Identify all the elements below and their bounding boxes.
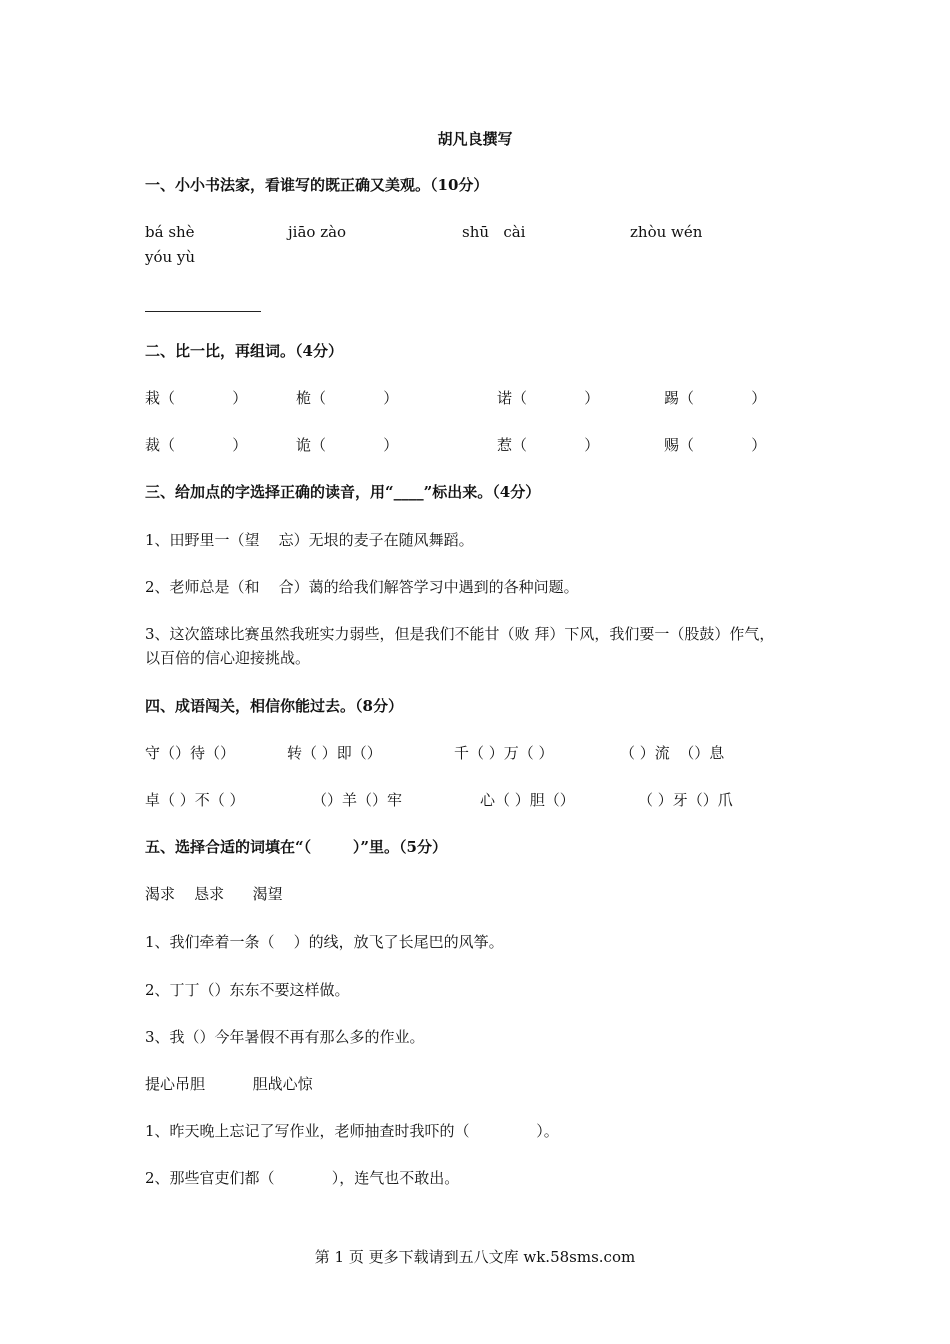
question-item: 1、田野里一（望 忘）无垠的麦子在随风舞蹈。 (145, 531, 474, 549)
pinyin-5: yóu yù (145, 248, 196, 266)
question-item: 2、那些官吏们都（ ），连气也不敢出。 (145, 1169, 460, 1187)
question-item: 1、昨天晚上忘记了写作业，老师抽查时我吓的（ ）。 (145, 1122, 559, 1140)
idiom-item: 心（ ）胆（） (480, 791, 575, 809)
word-item: 踢（ ） (664, 389, 767, 407)
pinyin-1: bá shè (145, 223, 195, 241)
idiom-item: 千（ ）万（ ） (454, 744, 554, 762)
pinyin-4: zhòu wén (630, 223, 703, 241)
question-item: 2、老师总是（和 合）蔼的给我们解答学习中遇到的各种问题。 (145, 578, 579, 596)
word-item: 裁（ ） (145, 436, 248, 454)
section5-heading: 五、选择合适的词填在“（ ）”里。（5分） (145, 838, 447, 856)
question-item: 2、丁丁（）东东不要这样做。 (145, 981, 350, 999)
word-item: 栽（ ） (145, 389, 248, 407)
word-item: 惹（ ） (497, 436, 600, 454)
word-item: 诡（ ） (296, 436, 399, 454)
question-item: 3、这次篮球比赛虽然我班实力弱些，但是我们不能甘（败 拜）下风，我们要一（股鼓）作气，以百倍的信心迎接挑战。 (145, 625, 775, 667)
pinyin-2: jiāo zào (288, 223, 347, 241)
page-footer: 第 1 页 更多下载请到五八文库 wk.58sms.com (314, 1248, 636, 1266)
idiom-item: （）羊（）牢 (312, 791, 403, 809)
section2-heading: 二、比一比，再组词。（4分） (145, 342, 343, 360)
word-item: 诺（ ） (497, 389, 600, 407)
writing-line (145, 311, 261, 312)
pinyin-3: shū cài (462, 223, 526, 241)
idiom-item: 转（ ）即（） (287, 744, 382, 762)
idiom-item: （ ）流 （）息 (620, 744, 725, 762)
section1-heading: 一、小小书法家，看谁写的既正确又美观。（10分） (145, 176, 489, 194)
section3-heading: 三、给加点的字选择正确的读音，用“____”标出来。（4分） (145, 483, 541, 501)
word-choices: 提心吊胆 胆战心惊 (145, 1075, 313, 1093)
question-item: 3、我（）今年暑假不再有那么多的作业。 (145, 1028, 425, 1046)
section4-heading: 四、成语闯关，相信你能过去。（8分） (145, 697, 403, 715)
page-title: 胡凡良撰写 (437, 130, 513, 148)
idiom-item: （ ）牙（）爪 (638, 791, 733, 809)
idiom-item: 卓（ ）不（ ） (145, 791, 245, 809)
word-item: 赐（ ） (664, 436, 767, 454)
word-choices: 渴求 恳求 渴望 (145, 885, 283, 903)
idiom-item: 守（）待（） (145, 744, 236, 762)
question-item: 1、我们牵着一条（ ）的线，放飞了长尾巴的风筝。 (145, 933, 504, 951)
word-item: 桅（ ） (296, 389, 399, 407)
